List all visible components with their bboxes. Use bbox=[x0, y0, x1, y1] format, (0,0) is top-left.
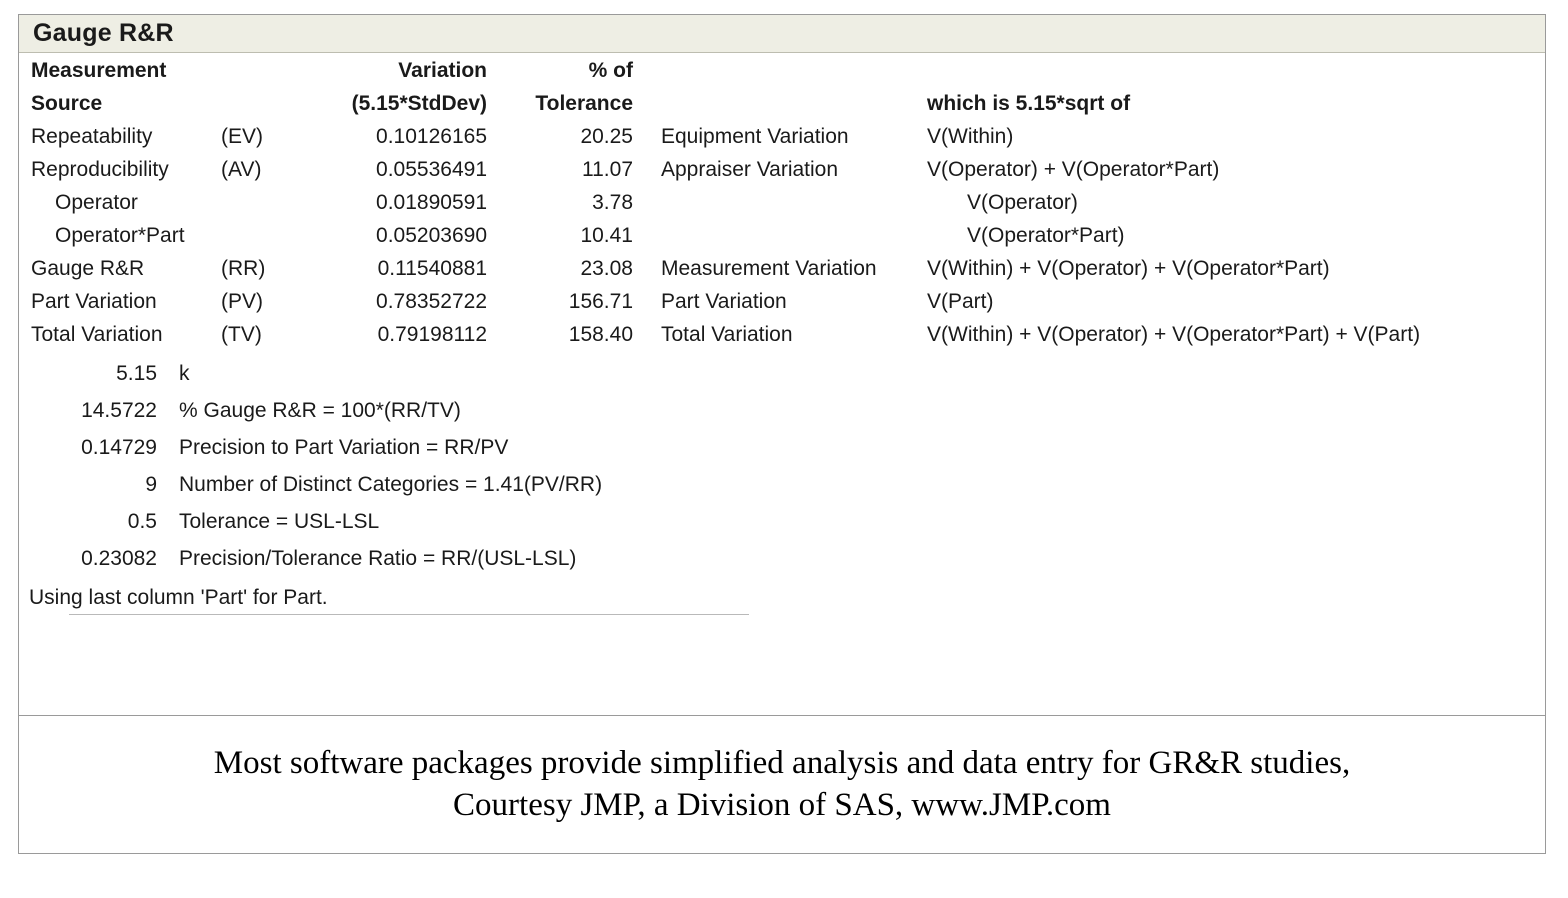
row-source bbox=[19, 224, 291, 248]
header-tolerance-line1: % of bbox=[588, 59, 633, 82]
row-source bbox=[19, 323, 291, 347]
table-row bbox=[19, 290, 1545, 323]
table-row bbox=[19, 158, 1545, 191]
gauge-rr-report-frame bbox=[18, 14, 1546, 854]
stat-label: Precision to Part Variation = RR/PV bbox=[179, 436, 509, 459]
table-row bbox=[19, 191, 1545, 224]
header-source-line1: Measurement bbox=[31, 59, 167, 82]
caption-line-2: Courtesy JMP, a Division of SAS, www.JMP.com bbox=[453, 787, 1111, 823]
stat-label: Precision/Tolerance Ratio = RR/(USL-LSL) bbox=[179, 547, 577, 570]
header-variation-line2: (5.15*StdDev) bbox=[351, 92, 487, 115]
row-tolerance: 10.41 bbox=[580, 224, 633, 247]
figure-caption bbox=[19, 715, 1545, 852]
row-source-abbr: (AV) bbox=[221, 158, 262, 181]
stat-label: Tolerance = USL-LSL bbox=[179, 510, 380, 533]
row-description: Total Variation bbox=[661, 323, 793, 346]
row-source-label: Repeatability bbox=[31, 125, 153, 148]
row-variation: 0.11540881 bbox=[377, 257, 487, 280]
row-source-label: Total Variation bbox=[31, 323, 163, 346]
row-source-abbr: (RR) bbox=[221, 257, 266, 280]
row-description: Appraiser Variation bbox=[661, 158, 839, 181]
stat-label: % Gauge R&R = 100*(RR/TV) bbox=[179, 399, 461, 422]
row-source-label: Part Variation bbox=[31, 290, 157, 313]
row-variation: 0.05536491 bbox=[376, 158, 487, 181]
table-row bbox=[19, 224, 1545, 257]
table-header-row-1 bbox=[19, 59, 1545, 92]
footnote-text: Using last column 'Part' for Part. bbox=[29, 586, 328, 609]
stat-value: 14.5722 bbox=[81, 399, 157, 422]
stat-value: 0.23082 bbox=[81, 547, 157, 570]
row-source-label: Reproducibility bbox=[31, 158, 169, 181]
row-tolerance: 3.78 bbox=[592, 191, 633, 214]
stat-value: 5.15 bbox=[116, 362, 157, 385]
header-which-line2: which is 5.15*sqrt of bbox=[927, 92, 1131, 115]
row-source bbox=[19, 290, 291, 314]
row-which: V(Within) bbox=[927, 125, 1014, 148]
table-row bbox=[19, 125, 1545, 158]
stat-value: 9 bbox=[145, 473, 157, 496]
row-source bbox=[19, 257, 291, 281]
header-variation-line1: Variation bbox=[398, 59, 487, 82]
row-tolerance: 23.08 bbox=[580, 257, 633, 280]
row-variation: 0.10126165 bbox=[376, 125, 487, 148]
stat-row bbox=[19, 547, 1545, 584]
table-row bbox=[19, 323, 1545, 356]
row-which: V(Operator) + V(Operator*Part) bbox=[927, 158, 1220, 181]
footnote-divider bbox=[69, 614, 749, 615]
row-source bbox=[19, 191, 291, 215]
stat-row bbox=[19, 473, 1545, 510]
row-description: Measurement Variation bbox=[661, 257, 877, 280]
page-title: Gauge R&R bbox=[33, 19, 174, 47]
row-which: V(Within) + V(Operator) + V(Operator*Part) bbox=[927, 257, 1330, 280]
caption-line-1: Most software packages provide simplified analysis and data entry for GR&R studies, bbox=[213, 744, 1351, 781]
row-source-abbr: (TV) bbox=[221, 323, 262, 346]
row-tolerance: 20.25 bbox=[580, 125, 633, 148]
stat-value: 0.5 bbox=[127, 510, 157, 533]
row-variation: 0.79198112 bbox=[377, 323, 487, 346]
row-variation: 0.78352722 bbox=[376, 290, 487, 313]
row-which: V(Within) + V(Operator) + V(Operator*Part) + V(Part) bbox=[927, 323, 1421, 346]
row-which: V(Operator*Part) bbox=[967, 224, 1125, 247]
stat-row bbox=[19, 399, 1545, 436]
row-variation: 0.05203690 bbox=[376, 224, 487, 247]
row-tolerance: 11.07 bbox=[582, 158, 633, 181]
row-tolerance: 156.71 bbox=[568, 290, 633, 313]
table-row bbox=[19, 257, 1545, 290]
panel-title-bar[interactable] bbox=[19, 15, 1545, 53]
row-source-label: Gauge R&R bbox=[31, 257, 145, 280]
stat-label: Number of Distinct Categories = 1.41(PV/RR) bbox=[179, 473, 603, 496]
report-body bbox=[19, 53, 1545, 715]
stat-row bbox=[19, 362, 1545, 399]
row-source bbox=[19, 158, 291, 182]
gauge-rr-table bbox=[19, 59, 1545, 356]
row-source bbox=[19, 125, 291, 149]
stat-value: 0.14729 bbox=[81, 436, 157, 459]
row-which: V(Operator) bbox=[967, 191, 1078, 214]
row-source-abbr: (EV) bbox=[221, 125, 263, 148]
summary-statistics bbox=[19, 362, 1545, 584]
table-header-row-2 bbox=[19, 92, 1545, 125]
stat-row bbox=[19, 510, 1545, 547]
row-variation: 0.01890591 bbox=[376, 191, 487, 214]
row-source-label: Operator*Part bbox=[55, 224, 185, 247]
row-description: Part Variation bbox=[661, 290, 787, 313]
row-which: V(Part) bbox=[927, 290, 994, 313]
row-source-abbr: (PV) bbox=[221, 290, 263, 313]
row-source-label: Operator bbox=[55, 191, 138, 214]
stat-row bbox=[19, 436, 1545, 473]
header-source-line2: Source bbox=[31, 92, 103, 115]
header-tolerance-line2: Tolerance bbox=[535, 92, 633, 115]
stat-label: k bbox=[179, 362, 190, 385]
row-tolerance: 158.40 bbox=[568, 323, 633, 346]
row-description: Equipment Variation bbox=[661, 125, 849, 148]
